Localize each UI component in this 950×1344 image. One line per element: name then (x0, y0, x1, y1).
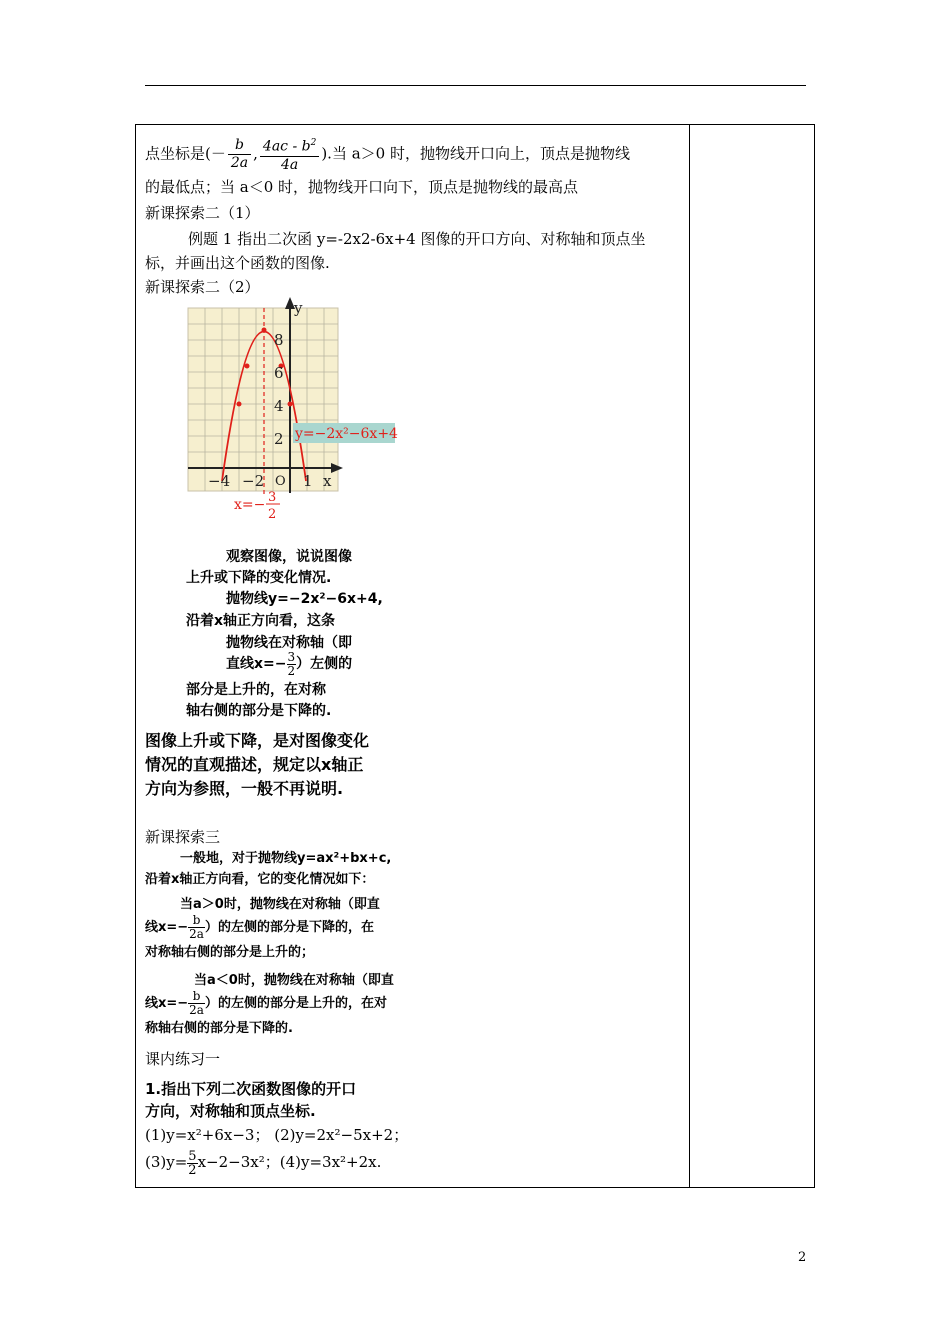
example-line-1: 例题 1 指出二次函 y=-2x2-6x+4 图像的开口方向、对称轴和顶点坐 (188, 230, 646, 248)
practice-line-2: 方向，对称轴和顶点坐标. (145, 1102, 316, 1120)
x-tick-1: 1 (303, 472, 313, 490)
svg-text:x=−: x=− (234, 497, 266, 513)
vertex-point (262, 328, 267, 333)
x-tick-neg2: −2 (242, 472, 265, 490)
y-tick-6: 6 (274, 364, 284, 382)
note-line-2: 情况的直观描述，规定以x轴正 (145, 755, 364, 774)
general-line-5: 对称轴右侧的部分是上升的； (145, 945, 315, 960)
observe-line-6: 直线x=− $\frac{3}{2}$ ）左侧的 (226, 649, 353, 678)
general-line-7: 线x=− $\frac{b}{2a}$ ）的左侧的部分是上升的，在对 (145, 989, 387, 1017)
x-tick-neg4: −4 (208, 472, 231, 490)
observe-line-3: 抛物线y=−2x²−6x+4, (226, 591, 383, 607)
x-axis-label: x (323, 472, 332, 490)
general-line-2: 沿着x轴正方向看，它的变化情况如下： (145, 872, 375, 887)
header-rule (145, 85, 806, 86)
y-tick-2: 2 (274, 430, 284, 448)
observe-line-8: 轴右侧的部分是下降的. (186, 703, 332, 719)
symmetry-axis-label (234, 490, 280, 522)
general-line-4: 线x=− $\frac{b}{2a}$ ）的左侧的部分是下降的，在 (145, 913, 374, 941)
origin-label: O (275, 474, 286, 489)
svg-text:2: 2 (268, 507, 277, 522)
general-line-1: 一般地，对于抛物线y=ax²+bx+c, (180, 851, 392, 866)
y-tick-4: 4 (274, 397, 284, 415)
general-line-6: 当a＜0时，抛物线在对称轴（即直 (194, 973, 394, 988)
y-axis-label: y (294, 299, 303, 317)
general-line-3: 当a＞0时，抛物线在对称轴（即直 (180, 897, 380, 912)
column-divider (689, 125, 690, 1187)
section-title-2-2: 新课探索二（2） (145, 278, 260, 296)
fraction-4ac-b2-4a: $\frac{4ac - b^2}{4a}$ (260, 135, 319, 174)
curve-point (245, 364, 250, 369)
fraction-b-2a: $\frac{b}{2a}$ (228, 137, 251, 172)
observe-line-7: 部分是上升的，在对称 (186, 682, 326, 698)
curve-point (288, 402, 293, 407)
page-number: 2 (798, 1250, 807, 1265)
section-title-2-1: 新课探索二（1） (145, 204, 260, 222)
practice-line-3: (1)y=x²+6x−3； (2)y=2x²−5x+2； (145, 1126, 409, 1144)
lowest-point-line: 的最低点；当 a＜0 时，抛物线开口向下，顶点是抛物线的最高点 (145, 178, 579, 196)
lesson-table (135, 124, 815, 1188)
practice-line-1: 1.指出下列二次函数图像的开口 (145, 1080, 357, 1098)
parabola-graph (186, 299, 401, 523)
graph-background (188, 308, 338, 491)
practice-title: 课内练习一 (145, 1050, 221, 1068)
general-line-8: 称轴右侧的部分是下降的. (145, 1021, 293, 1036)
svg-text:3: 3 (268, 490, 277, 505)
section-title-3: 新课探索三 (145, 828, 221, 846)
curve-point (237, 402, 242, 407)
practice-line-4: (3)y= $\frac{5}{2}$ x−2−3x²；(4)y=3x²+2x. (145, 1148, 382, 1178)
observe-line-4: 沿着x轴正方向看，这条 (186, 613, 336, 629)
y-tick-8: 8 (274, 331, 284, 349)
vertex-line: 点坐标是(－ $\frac{b}{2a}$ , $\frac{4ac - b^2}{4a}$ ).当 a＞0 时，抛物线开口向上，顶点是抛物线 (145, 136, 630, 173)
note-line-1: 图像上升或下降，是对图像变化 (145, 731, 370, 750)
example-line-2: 标，并画出这个函数的图像. (145, 254, 330, 272)
observe-line-5: 抛物线在对称轴（即 (226, 635, 352, 651)
function-label: y=−2x²−6x+4 (295, 426, 398, 442)
observe-line-2: 上升或下降的变化情况. (186, 570, 332, 586)
note-line-3: 方向为参照，一般不再说明. (145, 779, 344, 798)
observe-line-1: 观察图像，说说图像 (226, 549, 352, 565)
